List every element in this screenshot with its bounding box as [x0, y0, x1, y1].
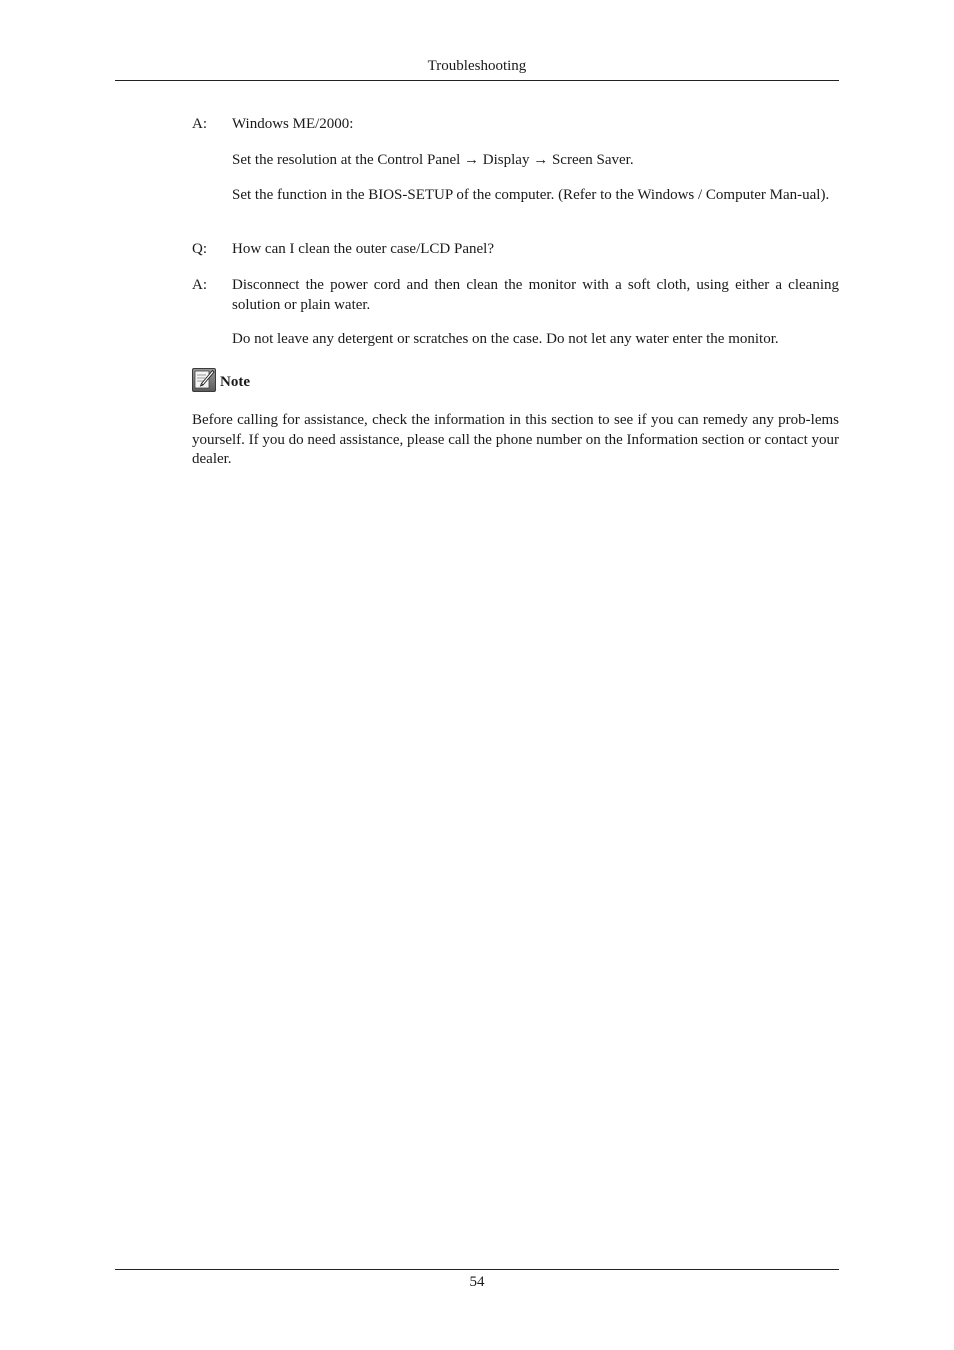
answer-marker: A: [192, 277, 207, 293]
footer-rule [115, 1269, 839, 1270]
note-label: Note [220, 374, 250, 390]
note-pencil-icon [192, 368, 216, 392]
running-header-title: Troubleshooting [427, 58, 527, 74]
question-clean-case [192, 240, 839, 260]
header-rule [115, 80, 839, 81]
answer-clean-case [192, 276, 839, 315]
note-body: Before calling for assistance, check the information in this section to see if you can remedy any prob-lems yourself. If you do need assistance, please call the phone number on the Information section or contact your dealer. [192, 412, 839, 467]
answer-text: Windows ME/2000: [232, 116, 354, 132]
paragraph-detergent-warning: Do not leave any detergent or scratches on the case. Do not let any water enter the monitor. [232, 331, 779, 347]
note-heading [192, 366, 250, 392]
answer-text: Disconnect the power cord and then clean the monitor with a soft cloth, using either a cleaning solution or plain water. [232, 277, 839, 313]
paragraph-control-panel: Set the resolution at the Control Panel → Display → Screen Saver. [232, 152, 634, 168]
question-marker: Q: [192, 241, 207, 257]
page-number: 54 [469, 1274, 485, 1290]
answer-windows-me [192, 115, 839, 135]
answer-marker: A: [192, 116, 207, 132]
question-text: How can I clean the outer case/LCD Panel? [232, 241, 494, 257]
paragraph-bios-setup: Set the function in the BIOS-SETUP of the computer. (Refer to the Windows / Computer Man-ual). [232, 187, 830, 203]
